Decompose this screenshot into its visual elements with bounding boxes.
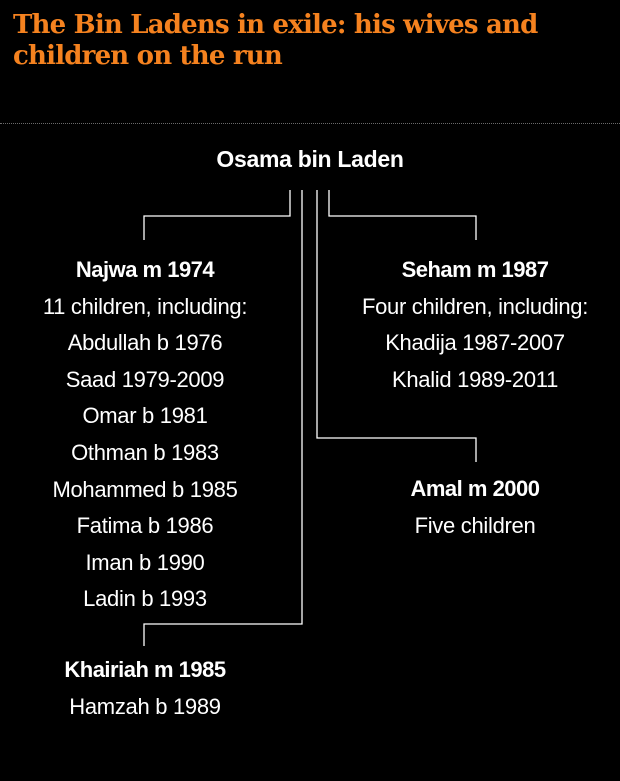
child-line: Ladin b 1993 xyxy=(83,586,207,612)
child-line: Five children xyxy=(414,512,536,538)
child-line: Hamzah b 1989 xyxy=(69,693,221,719)
wife-najwa-block xyxy=(0,252,290,618)
wife-name: Seham m 1987 xyxy=(401,257,549,282)
root-node-osama: Osama bin Laden xyxy=(216,146,404,172)
wife-khairiah-block xyxy=(0,652,290,725)
wife-name: Najwa m 1974 xyxy=(75,257,215,282)
child-line: Four children, including: xyxy=(361,293,589,319)
child-line: Omar b 1981 xyxy=(82,403,208,429)
wife-name: Amal m 2000 xyxy=(410,476,540,501)
child-line: Khadija 1987-2007 xyxy=(385,330,565,356)
child-line: Abdullah b 1976 xyxy=(67,330,223,356)
child-line: Iman b 1990 xyxy=(85,549,205,575)
wife-amal-block xyxy=(325,471,620,544)
child-line: Othman b 1983 xyxy=(71,439,219,465)
child-line: Saad 1979-2009 xyxy=(65,366,225,392)
wife-seham-block xyxy=(325,252,620,398)
connector-najwa xyxy=(144,190,290,240)
child-line: 11 children, including: xyxy=(42,293,248,319)
child-line: Fatima b 1986 xyxy=(76,513,214,539)
child-line: Khalid 1989-2011 xyxy=(391,366,559,392)
connector-seham xyxy=(329,190,476,240)
wife-name: Khairiah m 1985 xyxy=(64,657,226,682)
page-title: The Bin Ladens in exile: his wives and children on the run xyxy=(13,10,538,71)
child-line: Mohammed b 1985 xyxy=(52,476,238,502)
